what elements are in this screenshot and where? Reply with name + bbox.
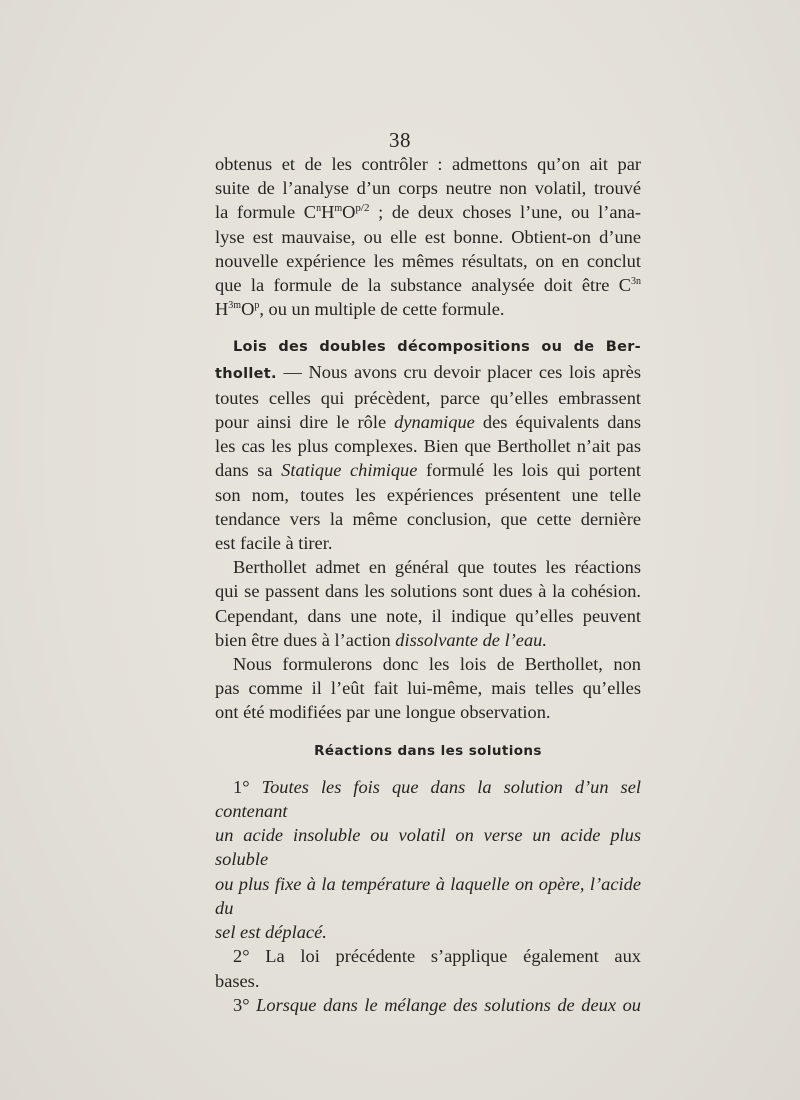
text-fragment: que la formule de la substance analysée doit être C bbox=[215, 275, 631, 296]
text-fragment: bien être dues à l’action bbox=[215, 629, 396, 650]
emphasis: sel est déplacé. bbox=[215, 922, 327, 943]
text-line: toutes celles qui précèdent, parce qu’elles embrassent bbox=[215, 387, 641, 408]
text-line: lyse est mauvaise, ou elle est bonne. Obtient-on d’une bbox=[215, 226, 641, 247]
emphasis: dissolvante de l’eau. bbox=[395, 629, 547, 650]
text-line: bases. bbox=[215, 970, 260, 991]
formula-exponent: m bbox=[334, 203, 343, 215]
text-line: son nom, toutes les expériences présentent une telle bbox=[215, 484, 641, 505]
rule-number: 2° bbox=[233, 946, 250, 967]
emphasis: ou plus fixe à la température à laquelle on opère, l’acide du bbox=[215, 873, 641, 918]
section-heading: Réactions dans les solutions bbox=[314, 742, 542, 759]
text-line bbox=[215, 944, 641, 968]
text-fragment: des équivalents dans bbox=[474, 412, 641, 433]
page-number: 38 bbox=[389, 128, 411, 152]
text-line: pas comme il l’eût fait lui-même, mais telles qu’elles bbox=[215, 678, 641, 699]
text-fragment: — Nous avons cru devoir placer ces lois après bbox=[276, 361, 641, 382]
text-line: est facile à tirer. bbox=[215, 533, 333, 554]
text-line bbox=[215, 628, 641, 652]
text-fragment: pour ainsi dire le rôle bbox=[215, 412, 395, 433]
text-line bbox=[215, 823, 641, 871]
text-line bbox=[215, 775, 641, 823]
text-fragment: ; de deux choses l’une, ou l’ana- bbox=[369, 202, 641, 223]
text-line: tendance vers la même conclusion, que cette dernière bbox=[215, 508, 641, 529]
text-line bbox=[215, 458, 641, 482]
text-line bbox=[215, 410, 641, 434]
formula-exponent: 3m bbox=[228, 300, 242, 312]
text-fragment: , ou un multiple de cette formule. bbox=[259, 299, 505, 320]
formula-exponent: p bbox=[254, 300, 260, 312]
text-line: les cas les plus complexes. Bien que Berthollet n’ait pas bbox=[215, 436, 641, 457]
text-fragment: La loi précédente s’applique également aux bbox=[265, 946, 641, 967]
text-line bbox=[215, 200, 641, 224]
text-line: Cependant, dans une note, il indique qu’elles peuvent bbox=[215, 605, 641, 626]
emphasis: Statique chimique bbox=[281, 460, 418, 481]
section-title-line bbox=[215, 333, 641, 359]
text-line bbox=[215, 872, 641, 920]
section-title-end: thollet. bbox=[215, 365, 277, 382]
text-line: suite de l’analyse d’un corps neutre non volatil, trouvé bbox=[215, 178, 641, 199]
text-line: Berthollet admet en général que toutes les réactions bbox=[233, 557, 641, 578]
rule-number: 3° bbox=[233, 994, 250, 1015]
text-line: Nous formulerons donc les lois de Berthollet, non bbox=[233, 654, 641, 675]
section-title: Lois des doubles décompositions ou de Ber- bbox=[233, 339, 641, 356]
rule-number: 1° bbox=[233, 776, 250, 797]
formula-fraction: p/2 bbox=[355, 202, 370, 215]
formula-part: H bbox=[215, 299, 229, 320]
text-line bbox=[215, 360, 641, 386]
body-text bbox=[215, 152, 641, 1017]
text-line bbox=[215, 273, 641, 297]
formula-exponent: 3n bbox=[631, 275, 641, 287]
text-line: obtenus et de les contrôler : admettons qu’on ait par bbox=[215, 154, 641, 174]
emphasis: dynamique bbox=[394, 412, 475, 433]
formula-exponent: n bbox=[316, 203, 322, 215]
emphasis: un acide insoluble ou volatil on verse un acide plus soluble bbox=[215, 825, 641, 870]
text-line: nouvelle expérience les mêmes résultats, on en conclut bbox=[215, 250, 641, 271]
text-line bbox=[215, 297, 641, 321]
text-fragment: dans sa bbox=[215, 460, 282, 481]
formula-part: H bbox=[321, 202, 335, 223]
emphasis: Toutes les fois que dans la solution d’un sel contenant bbox=[215, 776, 641, 822]
emphasis: Lorsque dans le mélange des solutions de deux ou bbox=[256, 994, 641, 1015]
formula-part: O bbox=[241, 299, 255, 320]
text-line bbox=[215, 993, 641, 1017]
text-line: qui se passent dans les solutions sont dues à la cohésion. bbox=[215, 581, 641, 602]
text-fragment: formulé les lois qui portent bbox=[417, 460, 641, 481]
formula-part: O bbox=[342, 202, 356, 223]
formula-part: la formule C bbox=[215, 202, 317, 223]
text-line bbox=[215, 920, 641, 944]
text-line: ont été modifiées par une longue observation. bbox=[215, 702, 551, 723]
